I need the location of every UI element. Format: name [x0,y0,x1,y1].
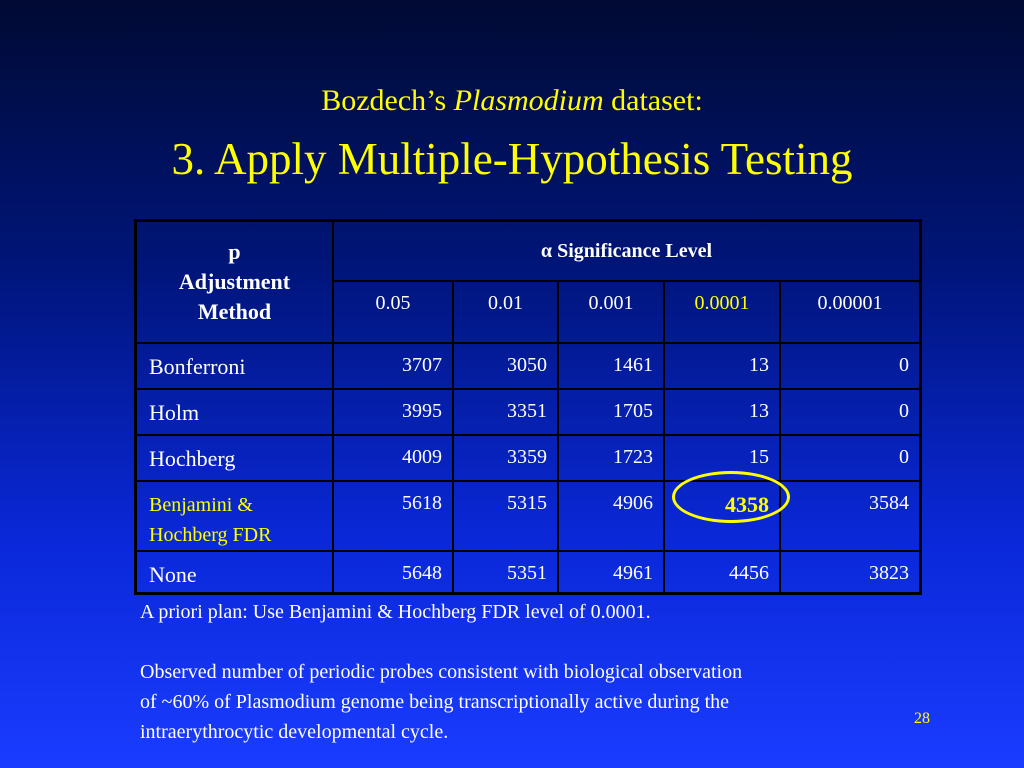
method-header-line: p [228,239,241,264]
count-cell: 3995 [333,389,453,435]
count-cell: 5618 [333,481,453,551]
count-cell: 15 [664,435,780,481]
count-cell: 0 [780,435,921,481]
results-table [134,219,922,595]
level-header: 0.001 [558,281,664,343]
count-cell: 1461 [558,343,664,389]
observed-note-line: Observed number of periodic probes consistent with biological observation [140,661,743,683]
level-header: 0.01 [453,281,558,343]
count-cell: 3707 [333,343,453,389]
count-cell: 3823 [780,551,921,593]
highlighted-count-cell: 4358 [664,481,780,551]
count-cell: 1705 [558,389,664,435]
level-header: 0.00001 [780,281,921,343]
method-name-line: Hochberg FDR [149,524,272,546]
count-cell: 1723 [558,435,664,481]
subtitle-prefix: Bozdech’s [321,84,454,117]
count-cell: 5315 [453,481,558,551]
table-row-highlighted [136,481,921,551]
table-row [136,389,921,435]
plan-note: A priori plan: Use Benjamini & Hochberg FDR level of 0.0001. [140,601,651,623]
count-cell: 4961 [558,551,664,593]
count-cell: 3359 [453,435,558,481]
method-name: Hochberg [136,435,334,481]
count-cell: 3050 [453,343,558,389]
slide-subtitle [0,82,1024,120]
subtitle-suffix: dataset: [603,84,703,117]
table-row [136,435,921,481]
count-cell: 3584 [780,481,921,551]
method-header [136,221,334,344]
method-name: Bonferroni [136,343,334,389]
count-cell: 4456 [664,551,780,593]
observed-note-line: of ~60% of Plasmodium genome being transcriptionally active during the [140,691,730,713]
method-name-line: Benjamini & [149,494,253,516]
method-header-line: Method [197,299,272,324]
level-header: 0.05 [333,281,453,343]
count-cell: 0 [780,389,921,435]
count-cell: 3351 [453,389,558,435]
count-cell: 13 [664,343,780,389]
method-header-line: Adjustment [178,269,291,294]
observed-note-line: intraerythrocytic developmental cycle. [140,721,449,743]
subtitle-italic: Plasmodium [453,84,604,117]
method-name: None [136,551,334,593]
table-row [136,343,921,389]
significance-level-header [333,221,921,282]
method-name: Holm [136,389,334,435]
observed-note [140,657,940,747]
level-header-highlighted: 0.0001 [664,281,780,343]
highlight-oval [672,471,790,523]
count-cell: 4906 [558,481,664,551]
table-row [136,551,921,593]
count-cell: 4009 [333,435,453,481]
method-name-highlighted [136,481,334,551]
slide-title: 3. Apply Multiple-Hypothesis Testing [171,134,853,184]
alpha-symbol: α [540,239,553,262]
count-cell: 5648 [333,551,453,593]
count-cell: 5351 [453,551,558,593]
count-cell: 13 [664,389,780,435]
page-number: 28 [914,710,930,727]
significance-label: Significance Level [552,239,713,262]
count-cell: 0 [780,343,921,389]
